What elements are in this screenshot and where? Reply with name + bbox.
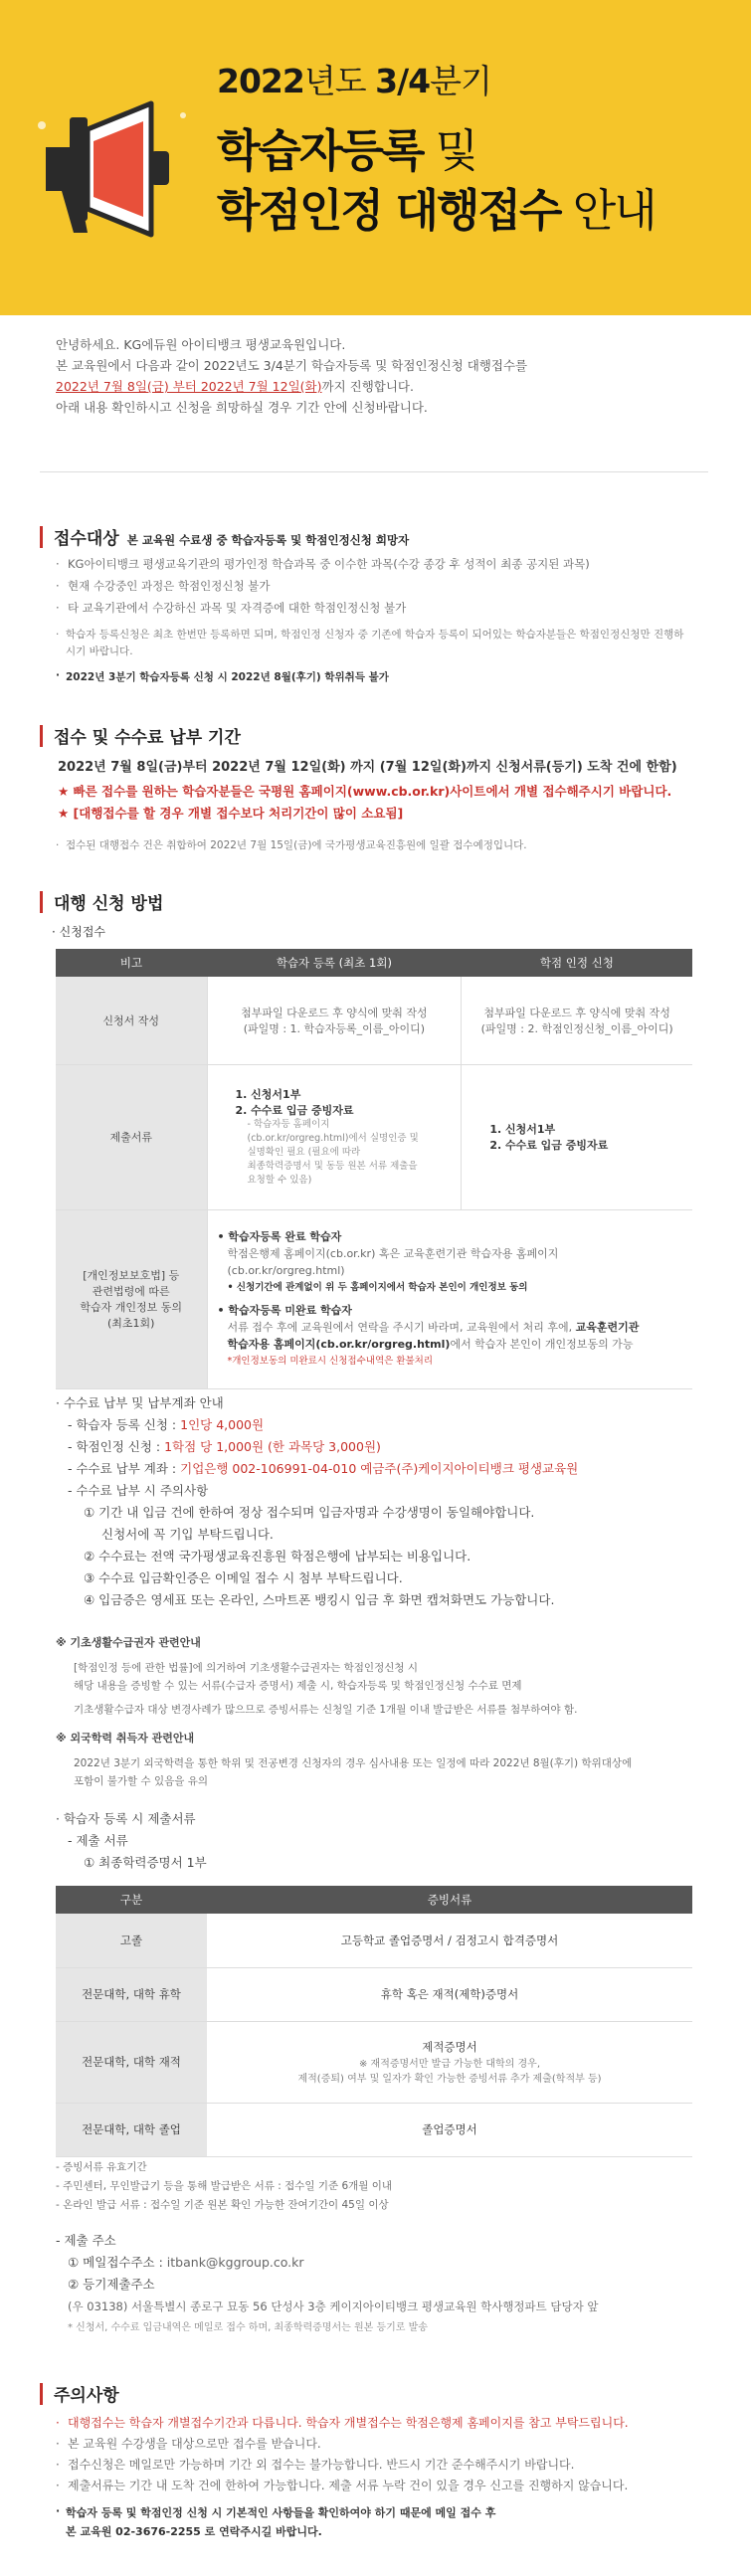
docs-table: [56, 1886, 692, 2157]
table-header: 학점 인정 신청: [462, 949, 692, 977]
subsection-label: · 신청접수: [52, 925, 105, 939]
list-item: · 본 교육원 수강생을 대상으로만 접수를 받습니다.: [56, 2434, 702, 2455]
section-method: 대행 신청 방법: [44, 889, 163, 914]
hero-period: 2022년도 3/4분기: [217, 62, 491, 100]
list-item: · 대행접수는 학습자 개별접수기간과 다릅니다. 학습자 개별접수는 학점은행제 홈페이지를 참고 부탁드립니다.: [56, 2413, 702, 2434]
list-item: · 제출서류는 기간 내 도착 건에 한하여 가능합니다. 제출 서류 누락 건이 있을 경우 신고를 진행하지 않습니다.: [56, 2476, 702, 2496]
section-caution: 주의사항: [44, 2381, 119, 2406]
intro-text: 안녕하세요. KG에듀원 아이티뱅크 평생교육원입니다. 본 교육원에서 다음과 같이 2022년도 3/4분기 학습자등록 및 학점인정신청 대행접수를 2022년 7월 8일(금) 부터 2022년 7월 12일(화)까지 진행합니다. 아래 내용 확인하시고 신청을 희망하실 경우 기간 안에 신청바랍니다.: [56, 337, 528, 415]
table-row: 전문대학, 대학 재적 제적증명서 ※ 재적증명서만 발급 가능한 대학의 경우, 제적(증퇴) 여부 및 일자가 확인 가능한 증빙서류 추가 제출(학적부 등): [56, 2021, 692, 2103]
validity-info: - 증빙서류 유효기간 - 주민센터, 무인발급기 등을 통해 발급받은 서류 : 접수일 기준 6개월 이내 - 온라인 발급 서류 : 접수일 기준 원본 확인 가능한 잔여기간이 45일 이상: [56, 2161, 393, 2211]
list-item: · 접수신청은 메일로만 가능하며 기간 외 접수는 불가능합니다. 반드시 기간 준수해주시기 바랍니다.: [56, 2455, 702, 2476]
list-item: · 타 교육기관에서 수강하신 과목 및 자격증에 대한 학점인정신청 불가: [56, 597, 692, 619]
list-item: · 현재 수강중인 과정은 학점인정신청 불가: [56, 575, 692, 597]
table-row: 신청서 작성 첨부파일 다운로드 후 양식에 맞춰 작성 (파일명 : 1. 학습자등록_이름_아이디) 첨부파일 다운로드 후 양식에 맞춰 작성 (파일명 : 2. 학점인정신청_이름_아이디): [56, 977, 692, 1064]
table-row: 전문대학, 대학 휴학 휴학 혹은 재적(제학)증명서: [56, 1967, 692, 2021]
basic-living-info: ※ 기초생활수급권자 관련안내 [학점인정 등에 관한 법률]에 의거하여 기초생활수급권자는 학점인정신청 시 해당 내용을 증빙할 수 있는 서류(수급자 증명서) 제출 시, 학습자등록 및 학점인정신청 수수료 면제 기초생활수급자 대상 변경사례가 많으므로 증빙서류는 신청일 기준 1개월 이내 발급받은 서류를 첨부하여야 함.: [56, 1636, 578, 1716]
table-header: 구분: [56, 1886, 207, 1914]
section-target: 접수대상 본 교육원 수료생 중 학습자등록 및 학점인정신청 희망자: [44, 524, 409, 549]
table-row: 전문대학, 대학 졸업 졸업증명서: [56, 2103, 692, 2156]
foreign-info: ※ 외국학력 취득자 관련안내 2022년 3분기 외국학력을 통한 학위 및 전공변경 신청자의 경우 심사내용 또는 일정에 따라 2022년 8월(후기) 학위대상에 포함이 불가할 수 있음을 유의: [56, 1732, 633, 1787]
table-row: 제출서류 1. 신청서1부 2. 수수료 입금 증빙자료 - 학습자등 홈페이지 (cb.or.kr/orgreg.html)에서 실명인증 및 실명확인 필요 (필요에 따라 최종학력증명서 및 동등 원본 서류 제출을 요청할 수 있음) 1. 신청서1부 2. 수수료 입금 증빙자료: [56, 1064, 692, 1209]
table-header: 증빙서류: [207, 1886, 692, 1914]
caution-list: [56, 2413, 702, 2496]
table-header: 학습자 등록 (최초 1회): [207, 949, 462, 977]
megaphone-icon: [34, 95, 193, 245]
notice-star-2: ★ [대행접수를 할 경우 개별 접수보다 처리기간이 많이 소요됨]: [58, 806, 404, 821]
address-info: - 제출 주소 ① 메일접수주소 : itbank@kggroup.co.kr ② 등기제출주소 (우 03138) 서울특별시 종로구 묘동 56 단성사 3층 케이지아이티뱅크 평생교육원 학사행정파트 담당자 앞 * 신청서, 수수료 입금내역은 메일로 접수 하며, 최종학력증명서는 원본 등기로 발송: [56, 2233, 599, 2333]
target-note-bold: · 2022년 3분기 학습자등록 신청 시 2022년 8월(후기) 학위취득 불가: [56, 669, 389, 684]
period-note: · 접수된 대행접수 건은 취합하여 2022년 7월 15일(금)에 국가평생교육진흥원에 일괄 접수예정입니다.: [56, 837, 692, 854]
final-note-1: · 학습자 등록 및 학점인정 신청 시 기본적인 사항들을 확인하여야 하기 때문에 메일 접수 후: [56, 2504, 495, 2520]
hero-title-1: 학습자등록 및: [217, 124, 477, 177]
target-note: · 학습자 등록신청은 최초 한번만 등록하면 되며, 학점인정 신청자 중 기존에 학습자 등록이 되어있는 학습자분들은 학점인정신청만 진행하시기 바랍니다.: [56, 627, 692, 660]
application-table: [56, 949, 692, 1389]
hero-title-2: 학점인정 대행접수 안내: [217, 184, 656, 237]
table-row: [개인정보보호법] 등 관련법령에 따른 학습자 개인정보 동의 (최초1회) • 학습자등록 완료 학습자 학점은행제 홈페이지(cb.or.kr) 혹은 교육훈련기관 학습자용 홈페이지 (cb.or.kr/orgreg.html) • 신청기간에 관계없이 위 두 홈페이지에서 학습자 본인이 개인정보 동의 • 학습자등록 미완료 학습자 서류 접수 후에 교육원에서 연락을 주시기 바라며, 교육원에서 처리 후에, 교육훈련기관 학습자용 홈페이지(cb.or.kr/orgreg.html)에서 학습자 본인이 개인정보동의 가능 *개인정보동의 미완료시 신청접수내역은 환불처리: [56, 1209, 692, 1388]
table-header: 비고: [56, 949, 207, 977]
fee-info: · 수수료 납부 및 납부계좌 안내 - 학습자 등록 신청 : 1인당 4,000원 - 학점인정 신청 : 1학점 당 1,000원 (한 과목당 3,000원) - 수수료 납부 계좌 : 기업은행 002-106991-04-010 예금주(주)케이지아이티뱅크 평생교육원 - 수수료 납부 시 주의사항 ① 기간 내 입금 건에 한하여 정상 접수되며 입금자명과 수강생명이 동일해야합니다. 신청서에 꼭 기입 부탁드립니다. ② 수수료는 전액 국가평생교육진흥원 학점은행에 납부되는 비용입니다. ③ 수수료 입금확인증은 이메일 접수 시 첨부 부탁드립니다. ④ 입금증은 영세표 또는 온라인, 스마트폰 뱅킹시 입금 후 화면 캡쳐화면도 가능합니다.: [56, 1395, 579, 1607]
section-period: 접수 및 수수료 납부 기간: [44, 723, 241, 748]
final-note-2: 본 교육원 02-3676-2255 로 연락주시길 바랍니다.: [66, 2525, 322, 2538]
list-item: · KG아이티뱅크 평생교육기관의 평가인정 학습과목 중 이수한 과목(수강 종강 후 성적이 최종 공지된 과목): [56, 553, 692, 575]
target-list: [56, 553, 692, 619]
email-link[interactable]: itbank@kggroup.co.kr: [166, 2255, 304, 2270]
divider: [40, 471, 708, 472]
period-text: 2022년 7월 8일(금)부터 2022년 7월 12일(화) 까지 (7월 12일(화)까지 신청서류(등기) 도착 건에 한함): [58, 760, 677, 775]
table-row: 고졸 고등학교 졸업증명서 / 검정고시 합격증명서: [56, 1914, 692, 1967]
notice-star-1: ★ 빠른 접수를 원하는 학습자분들은 국평원 홈페이지(www.cb.or.kr)사이트에서 개별 접수해주시기 바랍니다.: [58, 784, 672, 799]
hero-banner: [0, 0, 751, 315]
docs-info: · 학습자 등록 시 제출서류 - 제출 서류 ① 최종학력증명서 1부: [56, 1811, 207, 1870]
